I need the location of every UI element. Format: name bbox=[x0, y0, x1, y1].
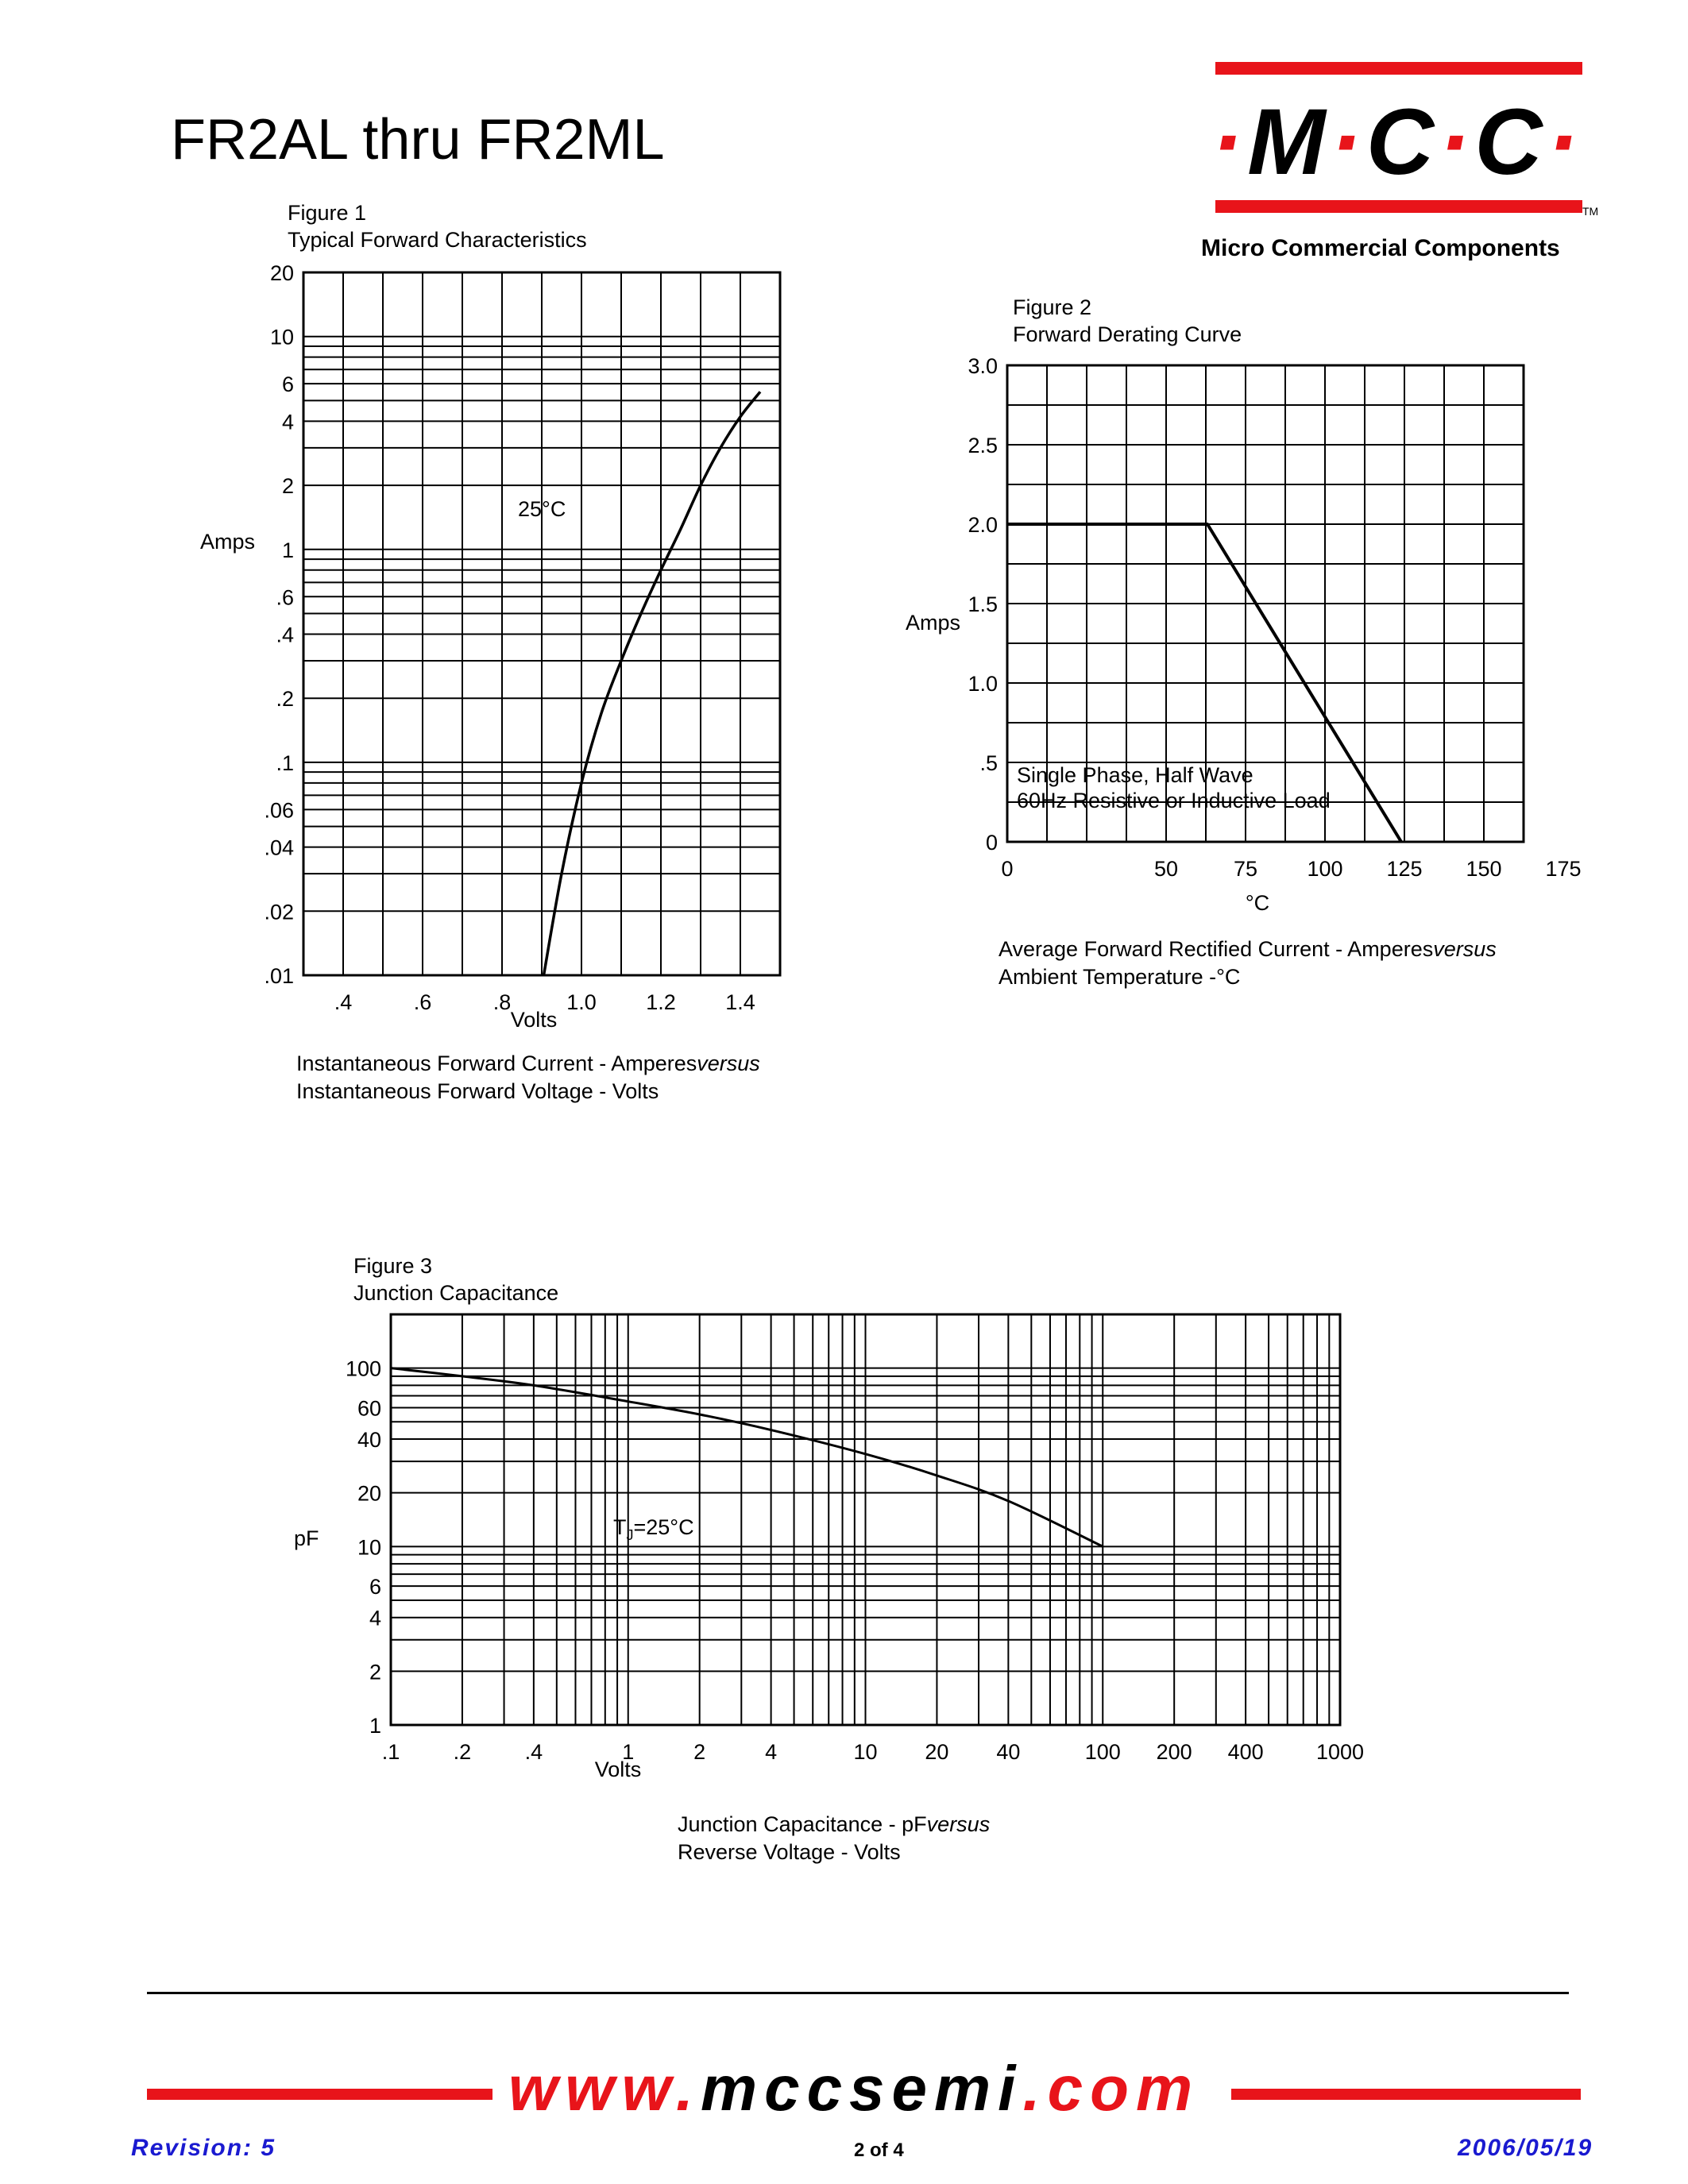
y-tick-label: .06 bbox=[264, 798, 294, 823]
y-tick-label: 20 bbox=[357, 1481, 381, 1506]
x-tick-label: .4 bbox=[334, 990, 353, 1014]
x-tick-label: 1.0 bbox=[566, 990, 597, 1014]
logo-dot: · bbox=[1439, 90, 1475, 195]
y-tick-label: 1.5 bbox=[968, 592, 998, 616]
figure2-number: Figure 2 bbox=[1013, 295, 1092, 319]
y-axis-label: Amps bbox=[906, 611, 961, 635]
y-tick-label: 60 bbox=[357, 1396, 381, 1421]
series-line bbox=[391, 1368, 1103, 1547]
y-tick-label: 3.0 bbox=[968, 354, 998, 378]
x-tick-label: 200 bbox=[1156, 1740, 1192, 1764]
figure3-chart bbox=[294, 1314, 1364, 1781]
y-tick-label: 100 bbox=[345, 1356, 381, 1381]
footer-rule bbox=[147, 1992, 1569, 1994]
logo-letter-m: M bbox=[1247, 90, 1331, 195]
figure3-caption-versus: versus bbox=[926, 1812, 991, 1836]
y-tick-label: 1 bbox=[369, 1714, 381, 1738]
y-tick-label: .02 bbox=[264, 900, 294, 924]
figure1-caption bbox=[296, 1050, 760, 1106]
x-tick-label: 400 bbox=[1227, 1740, 1264, 1764]
figure1-number: Figure 1 bbox=[288, 201, 367, 225]
y-tick-label: 40 bbox=[357, 1428, 381, 1453]
x-tick-label: .4 bbox=[524, 1740, 543, 1764]
figure2-title: Forward Derating Curve bbox=[1013, 322, 1242, 346]
y-tick-label: 1 bbox=[281, 538, 294, 562]
annotation: $T_J=25^\circ C$ bbox=[613, 1515, 694, 1543]
x-tick-label: 20 bbox=[925, 1740, 949, 1764]
x-tick-label: 40 bbox=[996, 1740, 1021, 1764]
grid bbox=[391, 1314, 1340, 1725]
x-tick-label: 100 bbox=[1307, 857, 1343, 881]
x-tick-label: 2 bbox=[693, 1740, 706, 1764]
x-tick-label: 125 bbox=[1386, 857, 1423, 881]
x-tick-label: 150 bbox=[1466, 857, 1502, 881]
y-tick-label: .04 bbox=[264, 835, 294, 860]
y-tick-label: 4 bbox=[369, 1606, 381, 1630]
annotation: 60Hz Resistive or Inductive Load bbox=[1017, 789, 1331, 812]
footer-bar-left bbox=[147, 2089, 492, 2100]
y-tick-label: 10 bbox=[357, 1535, 381, 1560]
x-tick-label: 1 bbox=[622, 1740, 635, 1764]
figure1-caption-line1: Instantaneous Forward Current - Amperes bbox=[296, 1051, 697, 1075]
figure3-caption bbox=[678, 1811, 990, 1866]
figure2-chart bbox=[906, 354, 1582, 915]
annotation: 25°C bbox=[518, 497, 566, 521]
logo-dot: · bbox=[1330, 90, 1366, 195]
figure3-caption-line1: Junction Capacitance - pF bbox=[678, 1812, 927, 1836]
y-tick-label: 0 bbox=[985, 831, 998, 855]
x-tick-label: 1.2 bbox=[646, 990, 676, 1014]
y-tick-label: 2 bbox=[369, 1660, 381, 1684]
x-tick-label: .8 bbox=[492, 990, 512, 1014]
y-tick-label: .6 bbox=[276, 585, 294, 610]
y-axis-label: Amps bbox=[200, 530, 256, 554]
url-main: mccsemi bbox=[700, 2053, 1023, 2124]
figure3-title: Junction Capacitance bbox=[353, 1280, 559, 1305]
revision-date: 2006/05/19 bbox=[1458, 2135, 1593, 2161]
y-tick-label: 4 bbox=[281, 410, 294, 434]
x-tick-label: .1 bbox=[381, 1740, 400, 1764]
y-tick-label: 6 bbox=[281, 372, 294, 397]
logo-dot: · bbox=[1211, 90, 1248, 195]
x-tick-label: 1.4 bbox=[725, 990, 755, 1014]
y-axis-label: pF bbox=[294, 1526, 319, 1550]
revision-label: Revision: 5 bbox=[131, 2135, 276, 2161]
y-tick-label: 2 bbox=[281, 474, 294, 499]
y-tick-label: .4 bbox=[276, 623, 294, 647]
trademark-mark: TM bbox=[1582, 205, 1599, 218]
footer-bar-right bbox=[1231, 2089, 1581, 2100]
figure1-caption-versus: versus bbox=[697, 1051, 760, 1075]
x-tick-label: 75 bbox=[1233, 857, 1258, 881]
figure1-chart bbox=[200, 261, 780, 1032]
y-tick-label: .01 bbox=[264, 964, 294, 988]
x-tick-label: 0 bbox=[1001, 857, 1014, 881]
figure2-caption-versus: versus bbox=[1433, 937, 1497, 961]
y-tick-label: 20 bbox=[269, 261, 294, 285]
figure2-caption-line1: Average Forward Rectified Current - Amperes bbox=[999, 937, 1434, 961]
x-axis-label: °C bbox=[1245, 891, 1270, 915]
document-title: FR2AL thru FR2ML bbox=[171, 108, 665, 172]
x-tick-label: .2 bbox=[453, 1740, 472, 1764]
figure2-caption bbox=[999, 936, 1497, 991]
url-prefix: www. bbox=[508, 2053, 701, 2124]
annotation: Single Phase, Half Wave bbox=[1017, 763, 1253, 787]
y-tick-label: .2 bbox=[276, 687, 294, 712]
page-number: 2 of 4 bbox=[854, 2140, 904, 2161]
y-tick-label: .5 bbox=[979, 751, 998, 775]
website-url[interactable] bbox=[508, 2053, 1200, 2124]
x-tick-label: 1000 bbox=[1315, 1740, 1365, 1764]
grid bbox=[303, 272, 780, 975]
y-tick-label: 1.0 bbox=[968, 672, 998, 696]
y-tick-label: 2.5 bbox=[968, 434, 998, 457]
x-tick-label: 4 bbox=[765, 1740, 778, 1764]
figure2-caption-line2: Ambient Temperature -°C bbox=[999, 965, 1241, 990]
company-name: Micro Commercial Components bbox=[1201, 235, 1560, 261]
x-tick-label: 100 bbox=[1084, 1740, 1121, 1764]
x-tick-label: .6 bbox=[413, 990, 432, 1014]
y-tick-label: .1 bbox=[276, 751, 294, 775]
y-tick-label: 6 bbox=[369, 1575, 381, 1599]
logo-dot: · bbox=[1547, 90, 1583, 195]
figure3-caption-line2: Reverse Voltage - Volts bbox=[678, 1840, 901, 1865]
url-suffix: .com bbox=[1022, 2053, 1200, 2124]
figure1-title: Typical Forward Characteristics bbox=[288, 227, 587, 252]
figure1-caption-line2: Instantaneous Forward Voltage - Volts bbox=[296, 1079, 659, 1104]
y-tick-label: 10 bbox=[269, 325, 294, 349]
logo-letter-c: C bbox=[1365, 90, 1439, 195]
x-axis-label: Volts bbox=[510, 1008, 558, 1032]
figure3-number: Figure 3 bbox=[353, 1254, 433, 1278]
series-line bbox=[544, 392, 761, 975]
x-tick-label: 10 bbox=[853, 1740, 878, 1764]
y-tick-label: 2.0 bbox=[968, 513, 998, 537]
x-tick-label: 50 bbox=[1153, 857, 1179, 881]
logo-letter-c: C bbox=[1474, 90, 1547, 195]
x-tick-label: 175 bbox=[1545, 857, 1582, 881]
x-axis-label: Volts bbox=[594, 1758, 642, 1781]
